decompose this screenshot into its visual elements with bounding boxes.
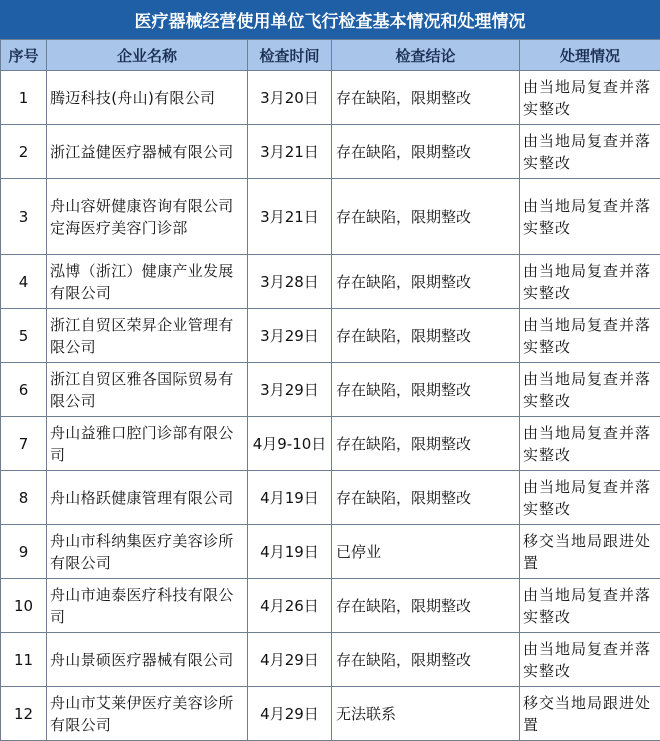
column-header-handling: 处理情况 — [520, 40, 660, 71]
inspection-result: 存在缺陷，限期整改 — [332, 471, 520, 525]
inspection-date: 3月28日 — [248, 255, 332, 309]
handling-status: 由当地局复查并落实整改 — [520, 125, 660, 179]
inspection-date: 3月21日 — [248, 125, 332, 179]
row-number: 9 — [1, 525, 47, 579]
table-header-row — [1, 40, 660, 71]
row-number: 5 — [1, 309, 47, 363]
inspection-table — [0, 39, 660, 741]
inspection-result: 存在缺陷，限期整改 — [332, 309, 520, 363]
company-name: 腾迈科技(舟山)有限公司 — [47, 71, 248, 125]
handling-status: 由当地局复查并落实整改 — [520, 309, 660, 363]
inspection-date: 4月19日 — [248, 471, 332, 525]
company-name: 舟山格跃健康管理有限公司 — [47, 471, 248, 525]
row-number: 10 — [1, 579, 47, 633]
company-name: 浙江自贸区雅各国际贸易有限公司 — [47, 363, 248, 417]
page-title: 医疗器械经营使用单位飞行检查基本情况和处理情况 — [0, 0, 660, 39]
table-row — [1, 179, 660, 255]
inspection-date: 4月29日 — [248, 633, 332, 687]
inspection-result: 已停业 — [332, 525, 520, 579]
company-name: 舟山市艾莱伊医疗美容诊所有限公司 — [47, 687, 248, 741]
company-name: 舟山景硕医疗器械有限公司 — [47, 633, 248, 687]
row-number: 12 — [1, 687, 47, 741]
inspection-result: 存在缺陷，限期整改 — [332, 71, 520, 125]
table-row — [1, 687, 660, 741]
handling-status: 由当地局复查并落实整改 — [520, 417, 660, 471]
inspection-date: 3月29日 — [248, 363, 332, 417]
row-number: 6 — [1, 363, 47, 417]
inspection-date: 3月21日 — [248, 179, 332, 255]
table-row — [1, 255, 660, 309]
inspection-result: 存在缺陷，限期整改 — [332, 633, 520, 687]
inspection-date: 4月26日 — [248, 579, 332, 633]
inspection-date: 4月9-10日 — [248, 417, 332, 471]
company-name: 舟山市科纳集医疗美容诊所有限公司 — [47, 525, 248, 579]
handling-status: 由当地局复查并落实整改 — [520, 71, 660, 125]
handling-status: 由当地局复查并落实整改 — [520, 363, 660, 417]
inspection-result: 存在缺陷，限期整改 — [332, 179, 520, 255]
inspection-date: 4月19日 — [248, 525, 332, 579]
inspection-date: 4月29日 — [248, 687, 332, 741]
handling-status: 移交当地局跟进处置 — [520, 687, 660, 741]
handling-status: 由当地局复查并落实整改 — [520, 179, 660, 255]
inspection-result: 无法联系 — [332, 687, 520, 741]
company-name: 泓博（浙江）健康产业发展有限公司 — [47, 255, 248, 309]
handling-status: 由当地局复查并落实整改 — [520, 579, 660, 633]
inspection-date: 3月29日 — [248, 309, 332, 363]
company-name: 浙江自贸区荣昇企业管理有限公司 — [47, 309, 248, 363]
row-number: 4 — [1, 255, 47, 309]
handling-status: 由当地局复查并落实整改 — [520, 471, 660, 525]
table-row — [1, 309, 660, 363]
table-row — [1, 525, 660, 579]
table-row — [1, 417, 660, 471]
company-name: 舟山益雅口腔门诊部有限公司 — [47, 417, 248, 471]
table-row — [1, 633, 660, 687]
row-number: 3 — [1, 179, 47, 255]
column-header-date: 检查时间 — [248, 40, 332, 71]
inspection-result: 存在缺陷，限期整改 — [332, 125, 520, 179]
column-header-result: 检查结论 — [332, 40, 520, 71]
table-row — [1, 125, 660, 179]
company-name: 舟山市迪泰医疗科技有限公司 — [47, 579, 248, 633]
column-header-company: 企业名称 — [47, 40, 248, 71]
inspection-date: 3月20日 — [248, 71, 332, 125]
handling-status: 由当地局复查并落实整改 — [520, 633, 660, 687]
row-number: 1 — [1, 71, 47, 125]
inspection-result: 存在缺陷，限期整改 — [332, 579, 520, 633]
company-name: 舟山容妍健康咨询有限公司定海医疗美容门诊部 — [47, 179, 248, 255]
inspection-result: 存在缺陷，限期整改 — [332, 363, 520, 417]
inspection-result: 存在缺陷，限期整改 — [332, 255, 520, 309]
row-number: 7 — [1, 417, 47, 471]
row-number: 11 — [1, 633, 47, 687]
table-row — [1, 579, 660, 633]
column-header-number: 序号 — [1, 40, 47, 71]
table-row — [1, 363, 660, 417]
handling-status: 由当地局复查并落实整改 — [520, 255, 660, 309]
row-number: 8 — [1, 471, 47, 525]
row-number: 2 — [1, 125, 47, 179]
table-row — [1, 71, 660, 125]
table-row — [1, 471, 660, 525]
inspection-result: 存在缺陷，限期整改 — [332, 417, 520, 471]
company-name: 浙江益健医疗器械有限公司 — [47, 125, 248, 179]
handling-status: 移交当地局跟进处置 — [520, 525, 660, 579]
